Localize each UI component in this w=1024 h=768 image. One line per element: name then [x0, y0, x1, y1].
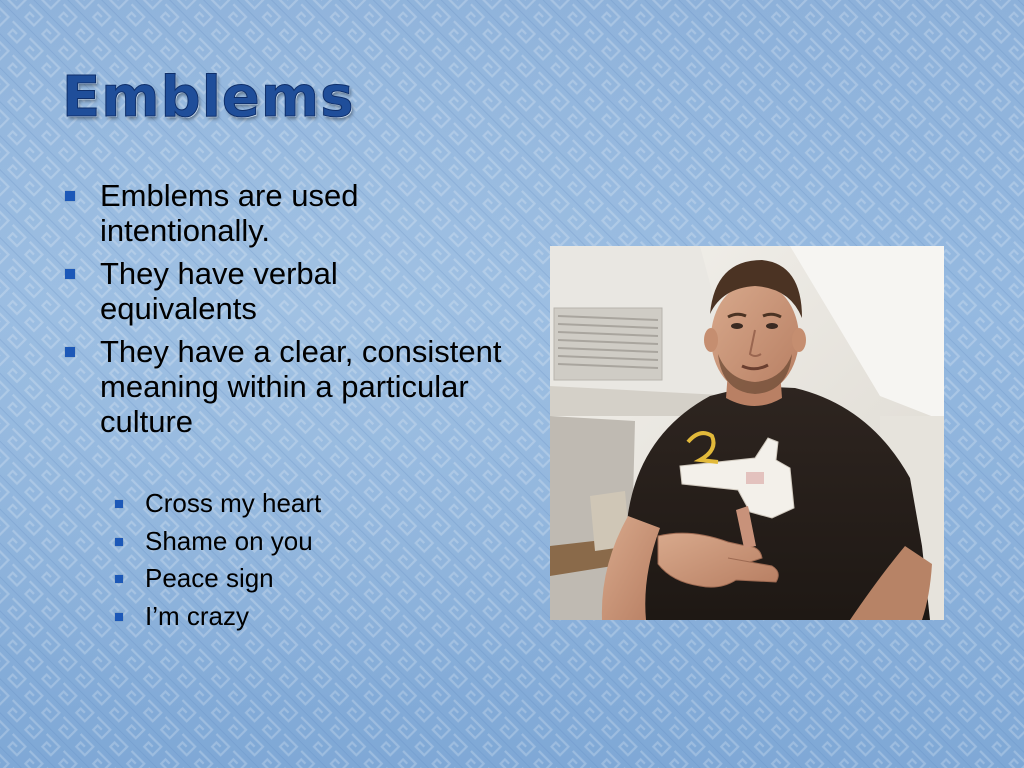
bullet-item	[62, 334, 502, 439]
sub-bullet-item	[108, 526, 321, 556]
sub-bullet-item	[108, 563, 321, 593]
square-bullet-icon	[65, 269, 75, 279]
photo-man-gesture	[550, 246, 944, 620]
slide-title: Emblems	[62, 65, 355, 130]
bullet-text: Emblems are used intentionally.	[100, 178, 359, 248]
square-bullet-icon	[65, 191, 75, 201]
sub-bullet-item	[108, 601, 321, 631]
square-bullet-icon	[115, 613, 123, 621]
bullet-list	[62, 178, 502, 447]
sub-bullet-text: I’m crazy	[145, 600, 249, 631]
sub-bullet-text: Cross my heart	[145, 488, 322, 518]
sub-bullet-text: Shame on you	[145, 525, 313, 556]
sub-bullet-text: Peace sign	[145, 563, 274, 593]
sub-bullet-item	[108, 488, 321, 518]
square-bullet-icon	[65, 347, 75, 357]
square-bullet-icon	[115, 575, 123, 583]
square-bullet-icon	[115, 500, 123, 508]
sub-bullet-list	[108, 488, 321, 638]
square-bullet-icon	[115, 538, 123, 546]
bullet-item	[62, 178, 502, 248]
bullet-text: They have a clear, consistent meaning within a particular culture	[100, 334, 502, 439]
bullet-item	[62, 256, 502, 326]
bullet-text: They have verbal equivalents	[100, 256, 338, 326]
